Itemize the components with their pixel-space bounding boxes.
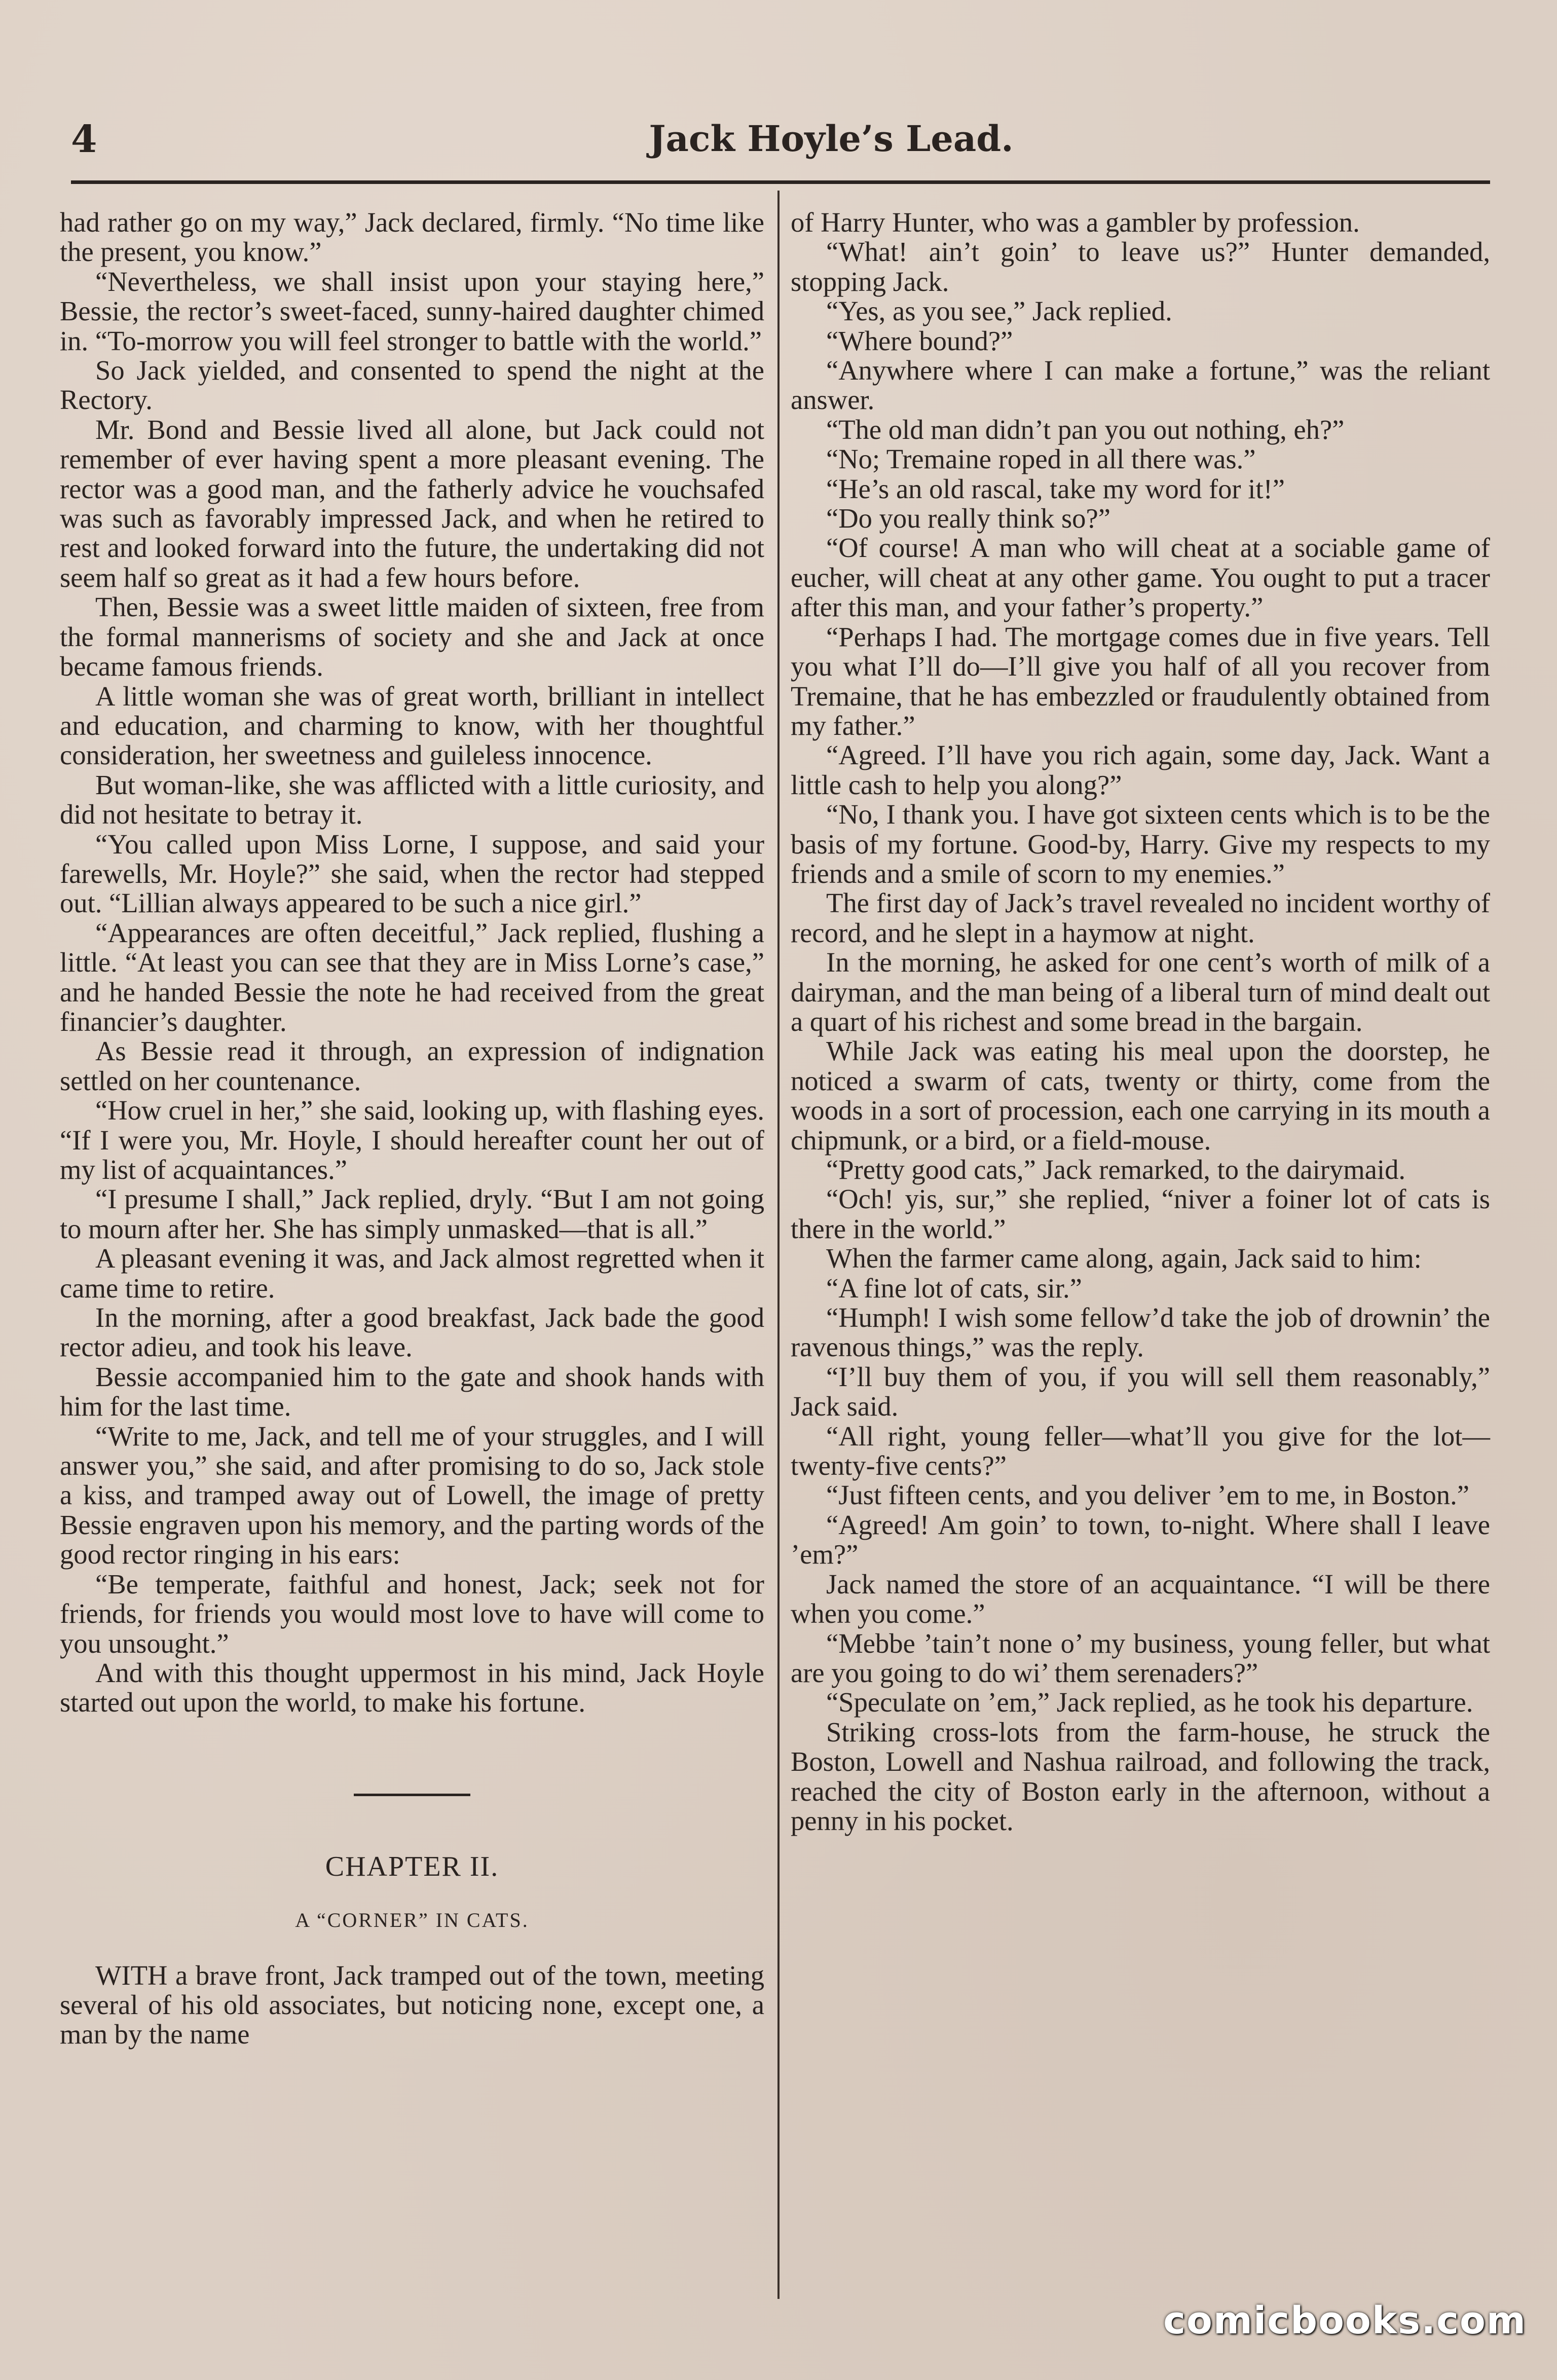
paragraph: In the morning, after a good breakfast, Jack bade the good rector adieu, and took his leave. (60, 1302, 764, 1363)
paragraph: As Bessie read it through, an expression of indignation settled on her countenance. (60, 1035, 764, 1096)
paragraph: of Harry Hunter, who was a gambler by profession. (791, 207, 1360, 238)
paragraph: So Jack yielded, and consented to spend the night at the Rectory. (60, 355, 764, 416)
paragraph: When the farmer came along, again, Jack said to him: (826, 1243, 1422, 1274)
paragraph: Mr. Bond and Bessie lived all alone, but Jack could not remember of ever having spent a more pleasant evening. The rector was a good man, and the fatherly advice he vouchsafed was such as favorably impressed Jack, and when he retired to rest and looked forward into the future, the undertaking did not seem half so great as it had a few hours before. (60, 414, 764, 593)
paragraph: “Yes, as you see,” Jack replied. (826, 295, 1172, 327)
paragraph: “Humph! I wish some fellow’d take the job of drownin’ the ravenous things,” was the reply. (791, 1302, 1490, 1363)
paragraph: Bessie accompanied him to the gate and shook hands with him for the last time. (60, 1361, 764, 1422)
page-number: 4 (71, 118, 97, 161)
paragraph: “All right, young feller—what’ll you give for the lot—twenty-five cents?” (791, 1420, 1490, 1481)
paragraph: A pleasant evening it was, and Jack almost regretted when it came time to retire. (60, 1243, 764, 1304)
paragraph: Jack named the store of an acquaintance. “I will be there when you come.” (791, 1568, 1490, 1629)
paragraph: “A fine lot of cats, sir.” (826, 1272, 1082, 1304)
chapter-divider-rule (354, 1794, 470, 1796)
paragraph: “Do you really think so?” (826, 503, 1110, 534)
header-rule (71, 180, 1490, 184)
paragraph: “Agreed. I’ll have you rich again, some day, Jack. Want a little cash to help you along?” (791, 739, 1490, 800)
page-header (71, 118, 1490, 163)
paragraph: “I’ll buy them of you, if you will sell them reasonably,” Jack said. (791, 1361, 1490, 1422)
paragraph: In the morning, he asked for one cent’s worth of milk of a dairyman, and the man being of a liberal turn of mind dealt out a quart of his richest and some bread in the bargain. (791, 947, 1490, 1037)
paragraph: “No, I thank you. I have got sixteen cents which is to be the basis of my fortune. Good-by, Harry. Give my respects to my friends and a smile of scorn to my enemies.” (791, 799, 1490, 889)
running-title: Jack Hoyle’s Lead. (649, 118, 1014, 160)
column-divider (777, 191, 780, 2299)
paragraph: “Agreed! Am goin’ to town, to-night. Where shall I leave ’em?” (791, 1509, 1490, 1570)
paragraph: “Anywhere where I can make a fortune,” was the reliant answer. (791, 355, 1490, 416)
paragraph: “The old man didn’t pan you out nothing, eh?” (826, 414, 1345, 445)
paragraph: “Perhaps I had. The mortgage comes due in five years. Tell you what I’ll do—I’ll give you half of all you recover from Tremaine, that he has embezzled or fraudulently obtained from my father.” (791, 621, 1490, 741)
paragraph: “Just fifteen cents, and you deliver ’em to me, in Boston.” (826, 1479, 1469, 1511)
paragraph: But woman-like, she was afflicted with a little curiosity, and did not hesitate to betray it. (60, 769, 764, 830)
paragraph: The first day of Jack’s travel revealed no incident worthy of record, and he slept in a haymow at night. (791, 887, 1490, 948)
paragraph: “Where bound?” (826, 325, 1013, 356)
paragraph: “I presume I shall,” Jack replied, dryly. “But I am not going to mourn after her. She has simply unmasked—that is all.” (60, 1183, 764, 1244)
paragraph: “You called upon Miss Lorne, I suppose, and said your farewells, Mr. Hoyle?” she said, when the rector had stepped out. “Lillian always appeared to be such a nice girl.” (60, 828, 764, 919)
paragraph: “Pretty good cats,” Jack remarked, to the dairymaid. (826, 1154, 1406, 1185)
paragraph: “Nevertheless, we shall insist upon your staying here,” Bessie, the rector’s sweet-faced, sunny-haired daughter chimed in. “To-morrow you will feel stronger to battle with the world.” (60, 266, 764, 356)
paragraph: And with this thought uppermost in his mind, Jack Hoyle started out upon the world, to make his fortune. (60, 1657, 764, 1718)
paragraph: “Och! yis, sur,” she replied, “niver a foiner lot of cats is there in the world.” (791, 1183, 1490, 1244)
chapter-subtitle: A “CORNER” IN CATS. (295, 1909, 529, 1932)
paragraph: “How cruel in her,” she said, looking up, with flashing eyes. “If I were you, Mr. Hoyle, I should hereafter count her out of my list of acquaintances.” (60, 1095, 764, 1185)
paragraph: While Jack was eating his meal upon the doorstep, he noticed a swarm of cats, twenty or thirty, come from the woods in a sort of procession, each one carrying in its mouth a chipmunk, or a bird, or a field-mouse. (791, 1035, 1490, 1156)
paragraph: “Mebbe ’tain’t none o’ my business, young feller, but what are you going to do wi’ them serenaders?” (791, 1627, 1490, 1688)
paragraph: A little woman she was of great worth, brilliant in intellect and education, and charming to know, with her thoughtful consideration, her sweetness and guileless innocence. (60, 680, 764, 771)
right-column (791, 208, 1490, 1836)
paragraph: “He’s an old rascal, take my word for it!” (826, 473, 1285, 504)
paragraph: “Of course! A man who will cheat at a sociable game of eucher, will cheat at any other game. You ought to put a tracer after this man, and your father’s property.” (791, 532, 1490, 623)
paragraph: Then, Bessie was a sweet little maiden of sixteen, free from the formal mannerisms of society and she and Jack at once became famous friends. (60, 591, 764, 682)
left-column (60, 208, 764, 2050)
paragraph: “Speculate on ’em,” Jack replied, as he took his departure. (826, 1687, 1473, 1718)
chapter-title: CHAPTER II. (325, 1850, 499, 1882)
paragraph: “No; Tremaine roped in all there was.” (826, 443, 1256, 475)
paragraph: “Appearances are often deceitful,” Jack replied, flushing a little. “At least you can see that they are in Miss Lorne’s case,” and he handed Bessie the note he had received from the great financier’s daughter. (60, 917, 764, 1037)
paragraph: had rather go on my way,” Jack declared, firmly. “No time like the present, you know.” (60, 207, 764, 268)
paragraph: WITH a brave front, Jack tramped out of the town, meeting several of his old associates, but noticing none, except one, a man by the name (60, 1959, 764, 2050)
paragraph: Striking cross-lots from the farm-house, he struck the Boston, Lowell and Nashua railroad, and following the track, reached the city of Boston early in the afternoon, without a penny in his pocket. (791, 1716, 1490, 1836)
site-watermark: comicbooks.com (1163, 2299, 1527, 2342)
paragraph: “Write to me, Jack, and tell me of your struggles, and I will answer you,” she said, and after promising to do so, Jack stole a kiss, and tramped away out of Lowell, the image of pretty Bessie engraven upon his memory, and the parting words of the good rector ringing in his ears: (60, 1420, 764, 1570)
paragraph: “Be temperate, faithful and honest, Jack; seek not for friends, for friends you would most love to have will come to you unsought.” (60, 1568, 764, 1659)
paragraph: “What! ain’t goin’ to leave us?” Hunter demanded, stopping Jack. (791, 236, 1490, 297)
